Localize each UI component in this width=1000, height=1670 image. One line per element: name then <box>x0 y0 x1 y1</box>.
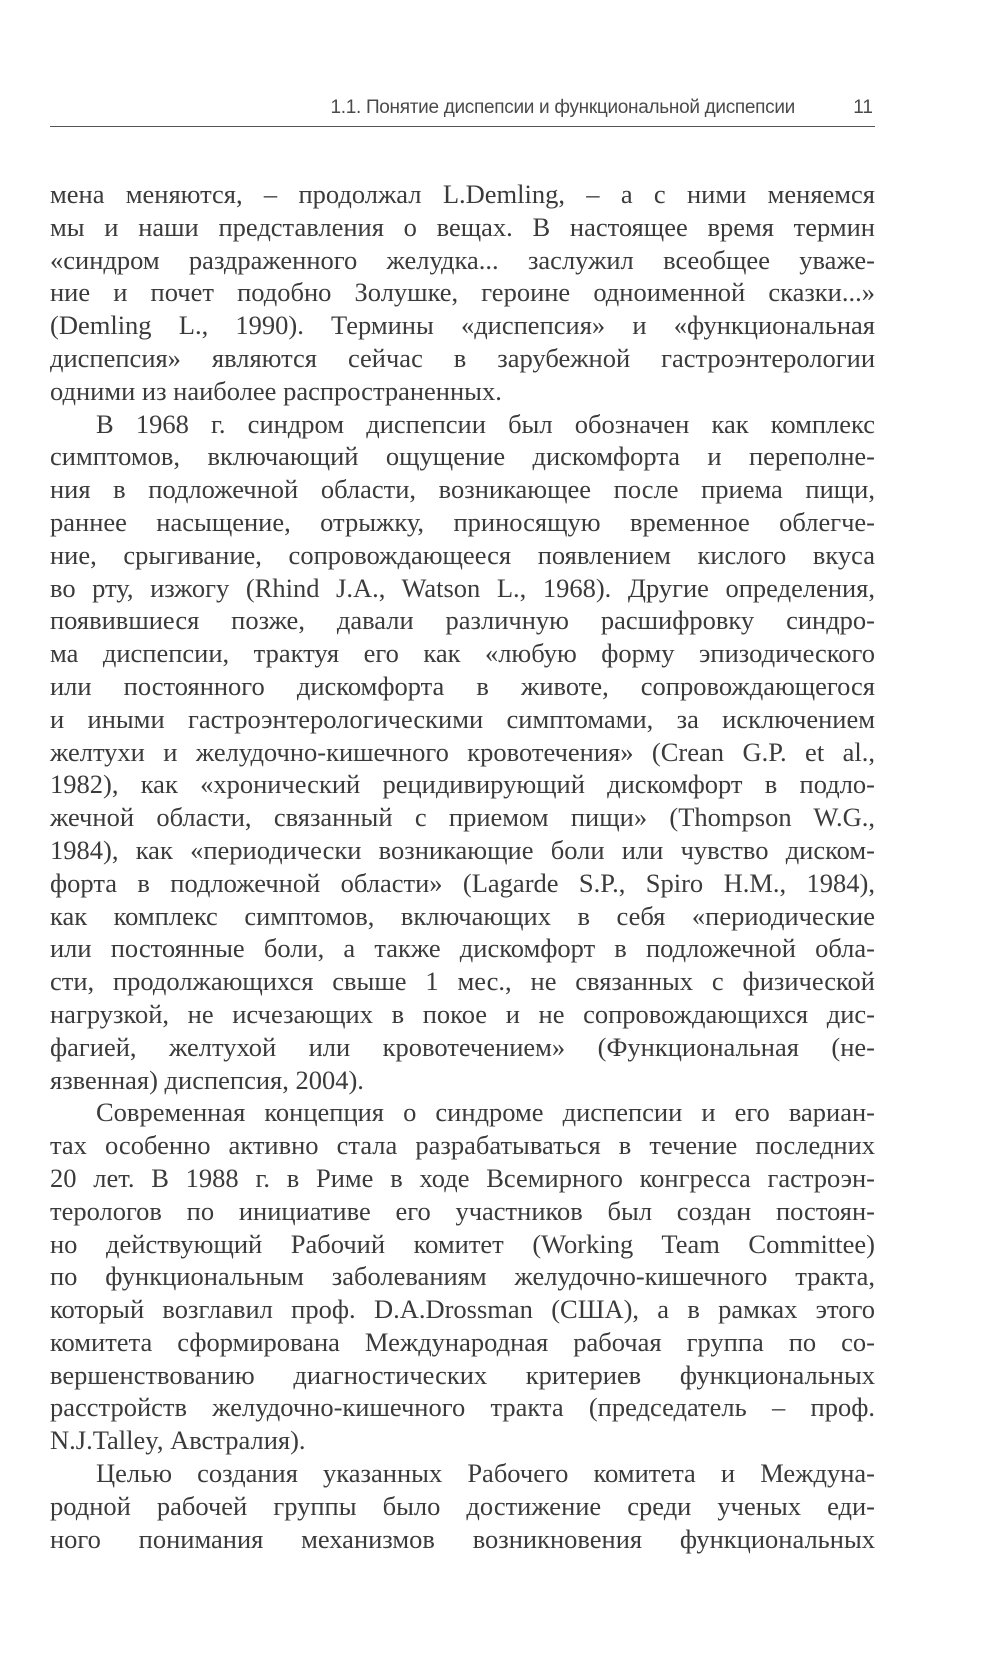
running-header <box>50 96 875 127</box>
text-line: (Demling L., 1990). Термины «диспепсия» и «функциональная <box>50 310 875 341</box>
text-line: 20 лет. В 1988 г. в Риме в ходе Всемирного конгресса гастроэн- <box>50 1162 875 1193</box>
text-line: мена меняются, – продолжал L.Demling, – а с ними меняемся <box>50 179 875 209</box>
paragraph <box>50 1457 875 1555</box>
text-line: ния в подложечной области, возникающее после приема пищи, <box>50 474 875 505</box>
text-line: диспепсия» являются сейчас в зарубежной гастроэнтерологии <box>50 342 875 373</box>
text-line: как комплекс симптомов, включающих в себя «периодические <box>50 900 875 931</box>
text-line: жечной области, связанный с приемом пищи» (Thompson W.G., <box>50 802 875 833</box>
text-line: ние и почет подобно Золушке, героине одноименной сказки...» <box>50 277 875 308</box>
paragraph <box>50 408 875 1097</box>
text-line: раннее насыщение, отрыжку, приносящую временное облегче- <box>50 506 875 537</box>
text-line: ного понимания механизмов возникновения функциональных <box>50 1523 875 1554</box>
text-line: 1984), как «периодически возникающие боли или чувство диском- <box>50 834 875 865</box>
text-line: появившиеся позже, давали различную расшифровку синдро- <box>50 605 875 636</box>
text-line: нагрузкой, не исчезающих в покое и не сопровождающихся дис- <box>50 998 875 1029</box>
text-line: «синдром раздраженного желудка... заслужил всеобщее уваже- <box>50 244 875 275</box>
text-line: симптомов, включающий ощущение дискомфорта и переполне- <box>50 441 875 472</box>
text-line: мы и наши представления о вещах. В настоящее время термин <box>50 211 875 242</box>
text-line: 1982), как «хронический рецидивирующий дискомфорт в подло- <box>50 769 875 800</box>
text-line: Целью создания указанных Рабочего комитета и Междуна- <box>96 1458 875 1489</box>
text-line: фагией, желтухой или кровотечением» (Функциональная (не- <box>50 1031 875 1062</box>
text-line: но действующий Рабочий комитет (Working Team Committee) <box>50 1228 875 1259</box>
text-line: вершенствованию диагностических критериев функциональных <box>50 1359 875 1390</box>
text-line: родной рабочей группы было достижение среди ученых еди- <box>50 1490 875 1521</box>
text-line: и иными гастроэнтерологическими симптомами, за исключением <box>50 703 875 734</box>
text-line: расстройств желудочно-кишечного тракта (председатель – проф. <box>50 1392 875 1423</box>
text-line: сти, продолжающихся свыше 1 мес., не связанных с физической <box>50 966 875 997</box>
text-line: ма диспепсии, трактуя его как «любую форму эпизодического <box>50 638 875 669</box>
text-line: язвенная) диспепсия, 2004). <box>50 1064 364 1095</box>
text-line: В 1968 г. синдром диспепсии был обозначен как комплекс <box>96 408 875 439</box>
text-line: N.J.Talley, Австралия). <box>50 1425 306 1456</box>
text-line: тах особенно активно стала разрабатываться в течение последних <box>50 1130 875 1161</box>
text-line: или постоянные боли, а также дискомфорт в подложечной обла- <box>50 933 875 964</box>
page-number: 11 <box>853 97 873 118</box>
text-line: или постоянного дискомфорта в животе, сопровождающегося <box>50 670 875 701</box>
text-line: комитета сформирована Международная рабочая группа по со- <box>50 1326 875 1357</box>
text-line: ние, срыгивание, сопровождающееся появлением кислого вкуса <box>50 539 875 570</box>
running-title: 1.1. Понятие диспепсии и функциональной диспепсии <box>330 97 795 118</box>
paragraph <box>50 1096 875 1457</box>
paragraph <box>50 178 875 408</box>
text-line: Современная концепция о синдроме диспепсии и его вариан- <box>96 1097 875 1128</box>
text-line: желтухи и желудочно-кишечного кровотечения» (Crean G.P. et al., <box>50 736 875 767</box>
text-line: терологов по инициативе его участников был создан постоян- <box>50 1195 875 1226</box>
text-line: одними из наиболее распространенных. <box>50 375 502 406</box>
text-line: во рту, изжогу (Rhind J.A., Watson L., 1968). Другие определения, <box>50 572 875 603</box>
text-line: который возглавил проф. D.A.Drossman (США), а в рамках этого <box>50 1294 875 1325</box>
body-text <box>50 178 875 1555</box>
text-line: форта в подложечной области» (Lagarde S.P., Spiro H.M., 1984), <box>50 867 875 898</box>
text-line: по функциональным заболеваниям желудочно-кишечного тракта, <box>50 1261 875 1292</box>
